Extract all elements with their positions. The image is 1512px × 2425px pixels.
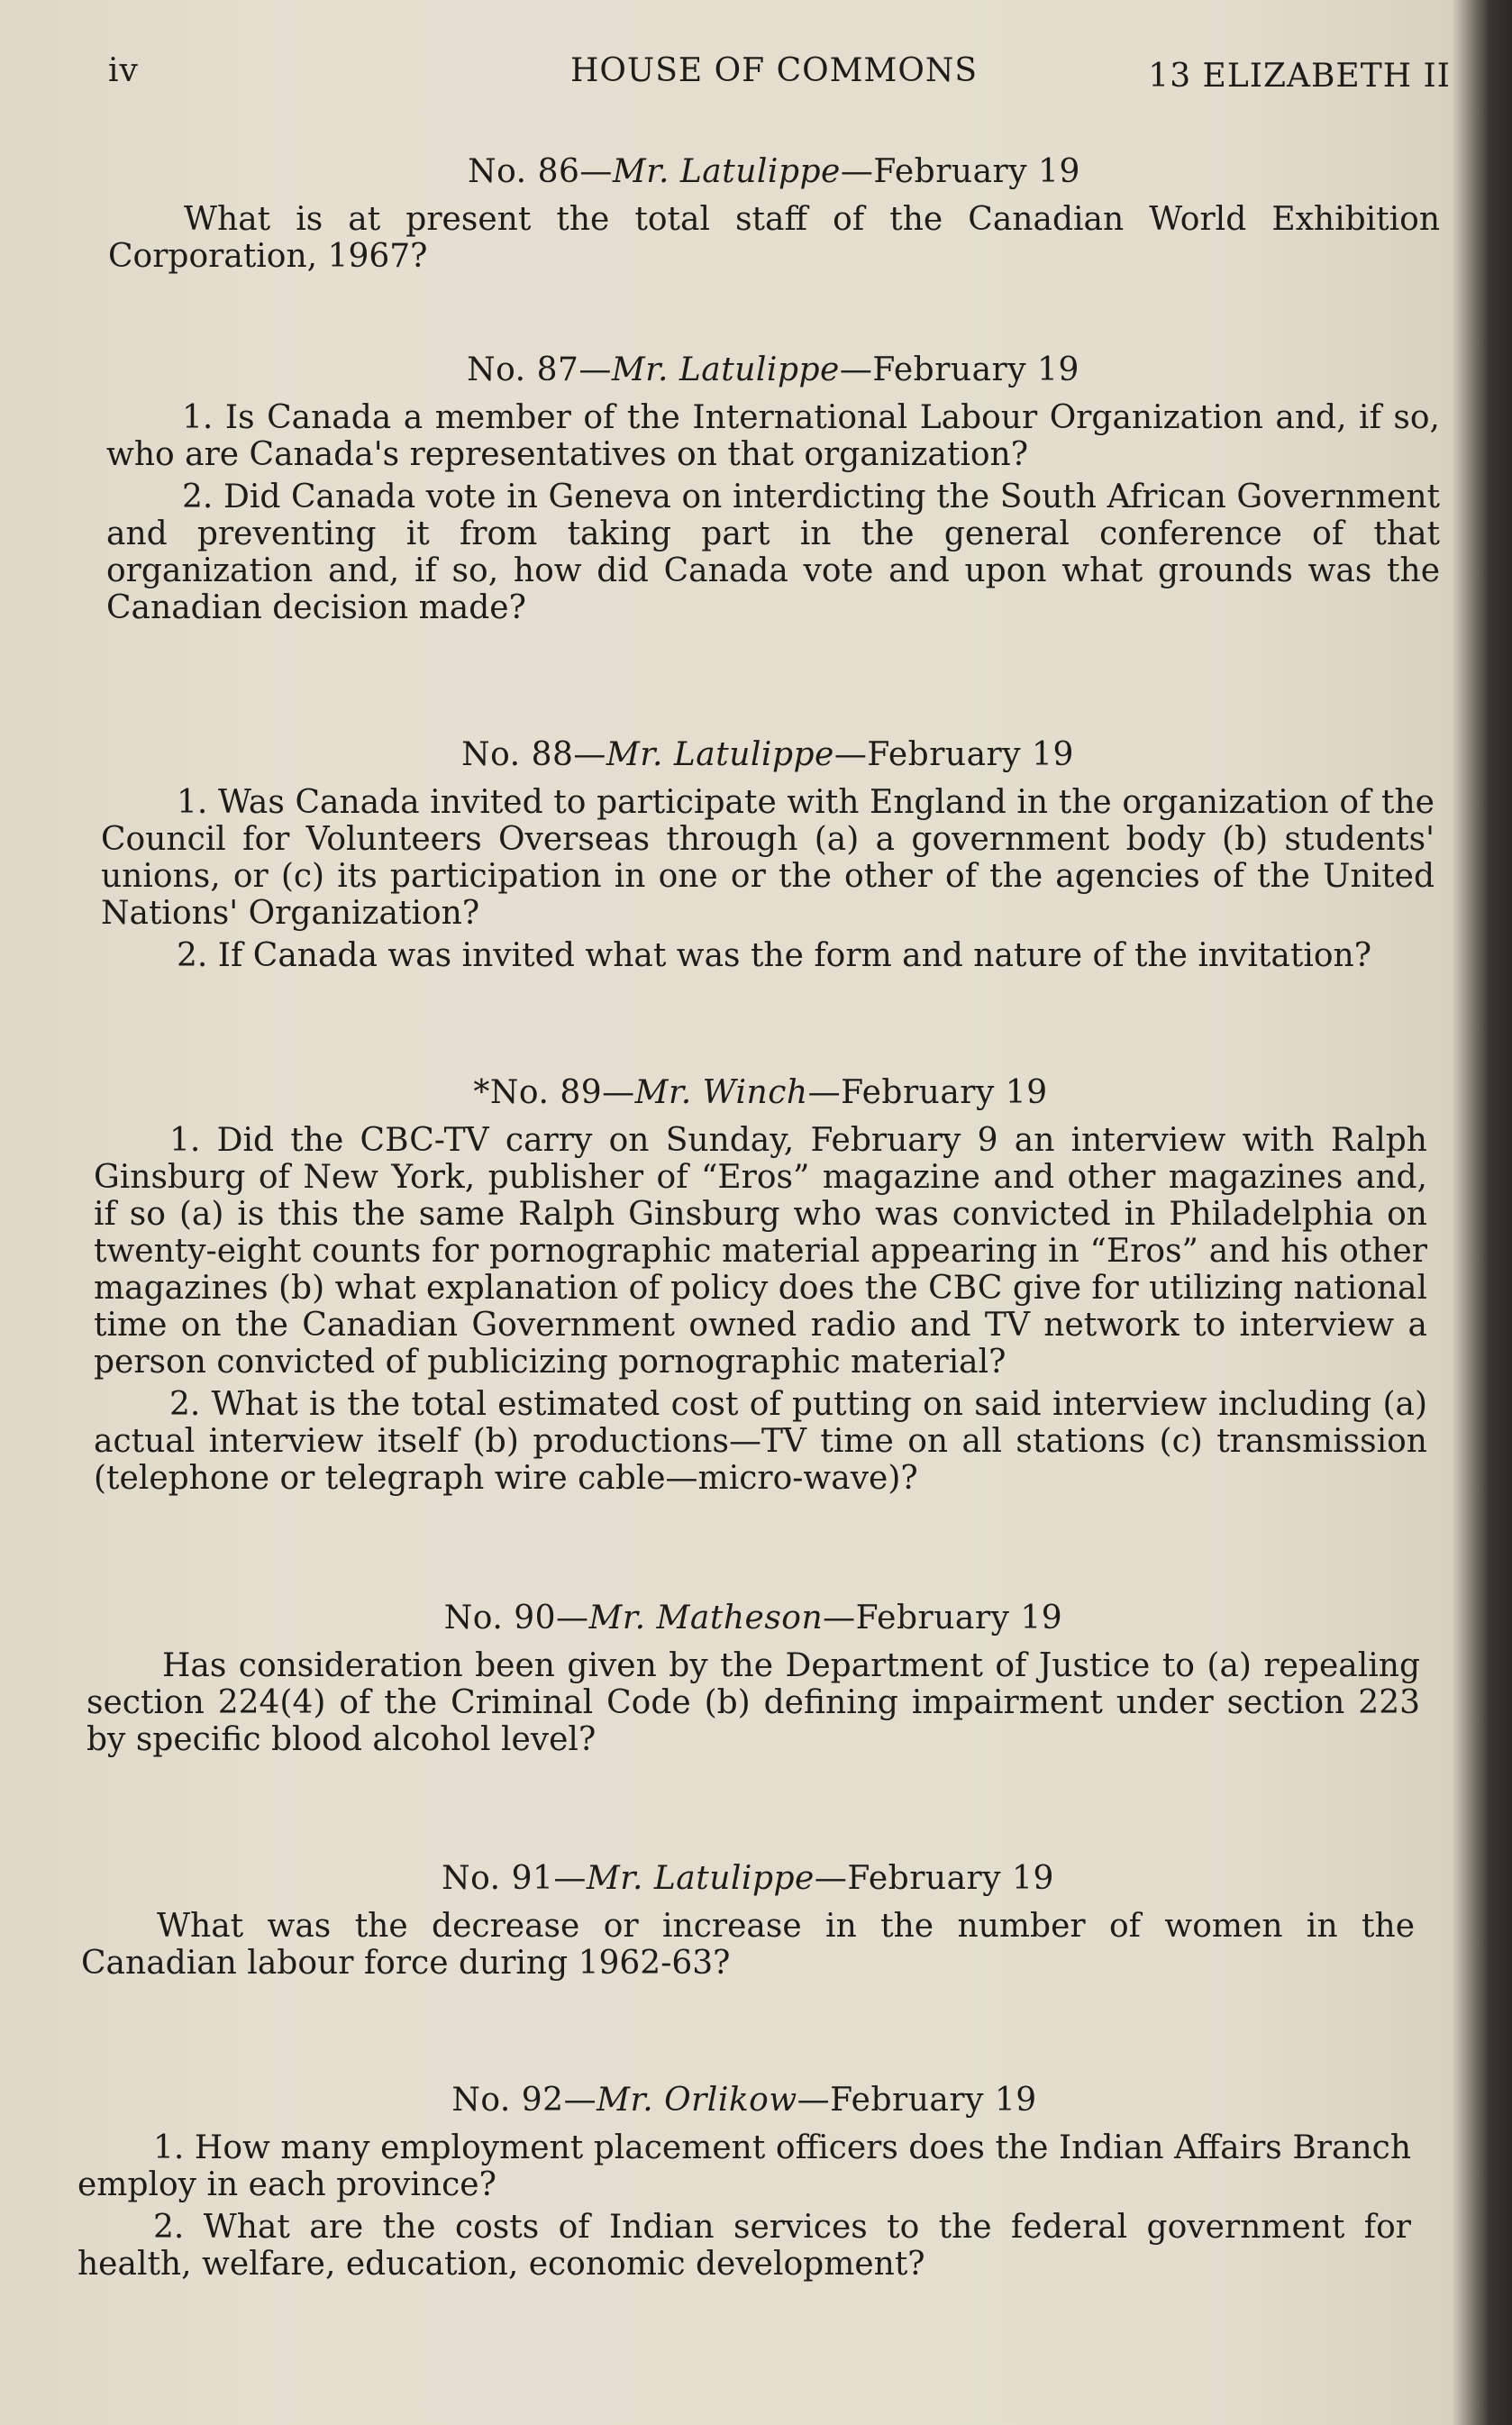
question-90 — [87, 1600, 1420, 1764]
question-text: 2. If Canada was invited what was the form and nature of the invitation? — [177, 937, 1372, 974]
question-91 — [81, 1860, 1415, 1987]
question-87 — [106, 351, 1440, 632]
question-86 — [108, 153, 1440, 280]
running-title: HOUSE OF COMMONS — [570, 52, 979, 89]
page-number: iv — [108, 52, 139, 89]
question-heading: No. 86—Mr. Latulippe—February 19 — [468, 153, 1080, 190]
question-text: 1. Did the CBC-TV carry on Sunday, February 9 an interview with Ralph Ginsburg of New York, publisher of “Eros” magazine and other magazines and, if so (a) is this the same Ralph Ginsburg who was convicted in Philadelphia on twenty-eight counts for pornographic material appearing in “Eros” and his other magazines (b) what explanation of policy does the CBC give for utilizing national time on the Canadian Government owned radio and TV network to interview a person convicted of publicizing pornographic material? — [94, 1122, 1427, 1381]
question-89 — [94, 1074, 1427, 1502]
question-text: 1. Is Canada a member of the International Labour Organization and, if so, who are Canada's representatives on that organization? — [106, 399, 1440, 473]
question-heading: No. 92—Mr. Orlikow—February 19 — [451, 2082, 1037, 2119]
question-text: 2. What is the total estimated cost of putting on said interview including (a) actual interview itself (b) productions—TV time on all stations (c) transmission (telephone or telegraph wire cable—micro-wave)? — [94, 1386, 1427, 1497]
question-text: 1. How many employment placement officers does the Indian Affairs Branch employ in each province? — [77, 2129, 1411, 2203]
question-text: What is at present the total staff of the Canadian World Exhibition Corporation, 1967? — [108, 201, 1440, 275]
question-heading: No. 87—Mr. Latulippe—February 19 — [467, 351, 1079, 388]
question-text: 2. What are the costs of Indian services to the federal government for health, welfare, education, economic development? — [77, 2209, 1411, 2283]
question-heading: No. 90—Mr. Matheson—February 19 — [443, 1600, 1063, 1636]
question-text: Has consideration been given by the Department of Justice to (a) repealing section 224(4) of the Criminal Code (b) defining impairment under section 223 by specific blood alcohol level? — [87, 1647, 1420, 1758]
question-heading: No. 88—Mr. Latulippe—February 19 — [461, 736, 1074, 773]
question-text: 1. Was Canada invited to participate with England in the organization of the Council for Volunteers Overseas through (a) a government body (b) students' unions, or (c) its participation in one or the other of the agencies of the United Nations' Organization? — [101, 784, 1435, 932]
question-text: 2. Did Canada vote in Geneva on interdicting the South African Government and preventing it from taking part in the general conference of that organization and, if so, how did Canada vote and upon what grounds was the Canadian decision made? — [106, 479, 1440, 626]
question-text: What was the decrease or increase in the number of women in the Canadian labour force during 1962-63? — [81, 1908, 1415, 1982]
session-label: 13 ELIZABETH II — [1148, 58, 1451, 95]
question-heading: No. 91—Mr. Latulippe—February 19 — [442, 1860, 1054, 1897]
question-88 — [101, 736, 1435, 980]
question-heading: *No. 89—Mr. Winch—February 19 — [473, 1074, 1048, 1111]
question-92 — [77, 2082, 1411, 2288]
page-header — [108, 52, 1451, 97]
